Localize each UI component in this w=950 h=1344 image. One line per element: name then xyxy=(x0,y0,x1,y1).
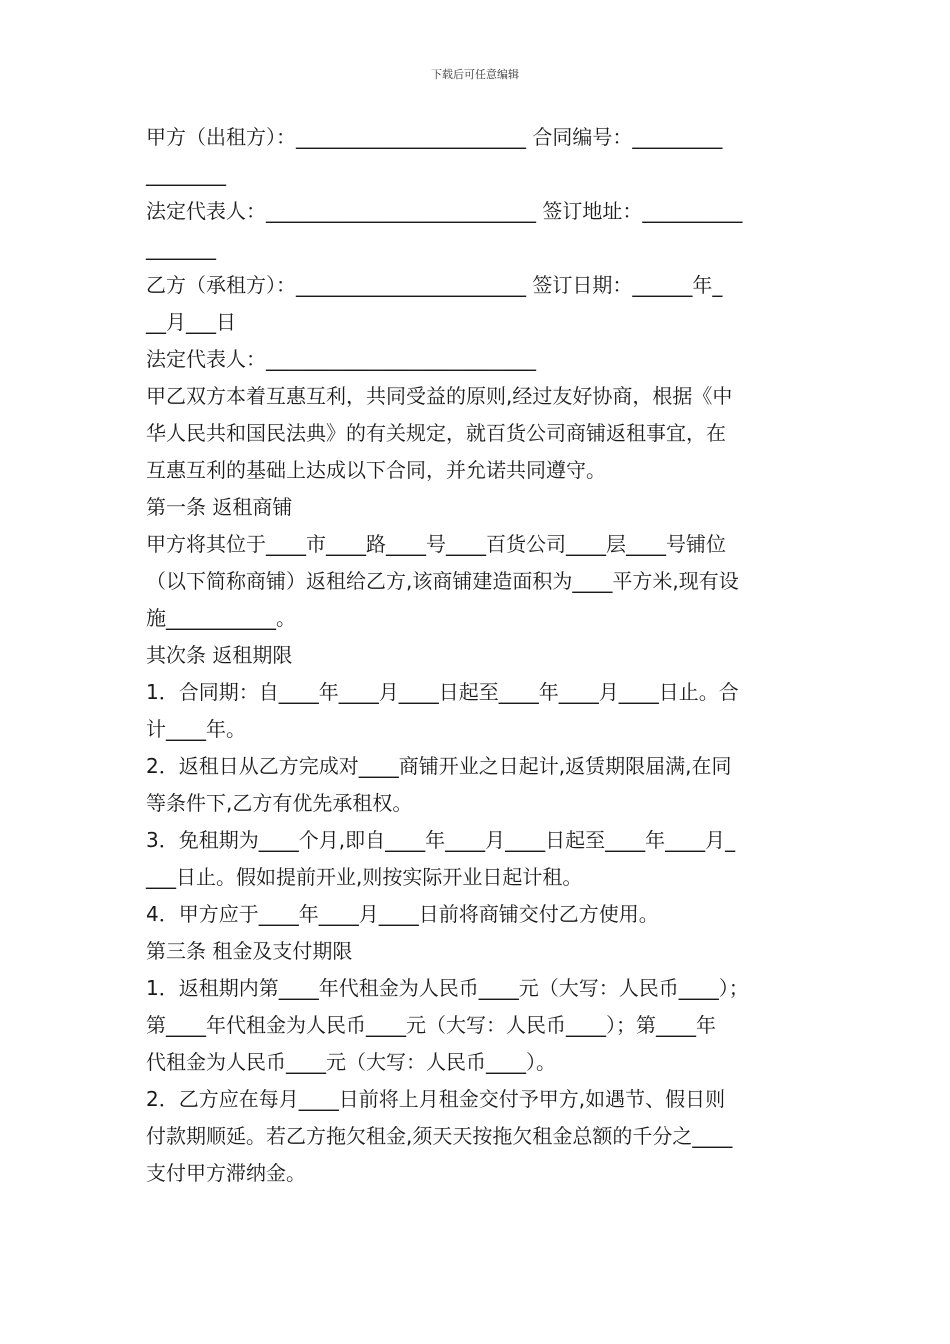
text-line: （以下简称商铺）返租给乙方,该商铺建造面积为____平方米,现有设 xyxy=(146,569,739,593)
page-header-note: 下载后可任意编辑 xyxy=(431,68,519,81)
text-line: ___日止。假如提前开业,则按实际开业日起计租。 xyxy=(146,865,583,889)
text-line: 3．免租期为____个月,即自____年____月____日起至____年____月_ xyxy=(146,828,736,852)
text-line: 法定代表人：___________________________ xyxy=(146,347,536,371)
section-heading: 第一条 返租商铺 xyxy=(146,495,293,519)
text-line: 4．甲方应于____年____月____日前将商铺交付乙方使用。 xyxy=(146,902,659,926)
text-line: 乙方（承租方）：_______________________ 签订日期：______年_ xyxy=(146,273,723,297)
text-line: 施___________。 xyxy=(146,606,296,630)
text-line: 甲方将其位于____市____路____号____百货公司____层____号铺位 xyxy=(146,532,726,556)
text-line: 法定代表人：___________________________ 签订地址：__________ xyxy=(146,199,743,223)
text-line: 华人民共和国民法典》的有关规定，就百货公司商铺返租事宜，在 xyxy=(146,421,726,445)
section-heading: 其次条 返租期限 xyxy=(146,643,293,667)
text-line: __月___日 xyxy=(146,310,236,334)
text-line: 计____年。 xyxy=(146,717,246,741)
text-line: 支付甲方滞纳金。 xyxy=(146,1161,306,1185)
text-line: 1．返租期内第____年代租金为人民币____元（大写：人民币____）； xyxy=(146,976,749,1000)
text-line: 甲方（出租方）：_______________________ 合同编号：_________ xyxy=(146,125,723,149)
text-line: 互惠互利的基础上达成以下合同，并允诺共同遵守。 xyxy=(146,458,606,482)
text-line: 2．乙方应在每月____日前将上月租金交付予甲方,如遇节、假日则 xyxy=(146,1087,726,1111)
text-line: ________ xyxy=(146,162,226,186)
text-line: _______ xyxy=(146,236,216,260)
text-line: 2．返租日从乙方完成对____商铺开业之日起计,返赁期限届满,在同 xyxy=(146,754,732,778)
text-line: 1．合同期：自____年____月____日起至____年____月____日止。合 xyxy=(146,680,739,704)
text-line: 甲乙双方本着互惠互利，共同受益的原则,经过友好协商，根据《中 xyxy=(146,384,733,408)
section-heading: 第三条 租金及支付期限 xyxy=(146,939,353,963)
contract-body xyxy=(146,119,808,1192)
text-line: 代租金为人民币____元（大写：人民币____）。 xyxy=(146,1050,556,1074)
text-line: 等条件下,乙方有优先承租权。 xyxy=(146,791,413,815)
text-line: 第____年代租金为人民币____元（大写：人民币____）；第____年 xyxy=(146,1013,716,1037)
text-line: 付款期顺延。若乙方拖欠租金,须天天按拖欠租金总额的千分之____ xyxy=(146,1124,733,1148)
